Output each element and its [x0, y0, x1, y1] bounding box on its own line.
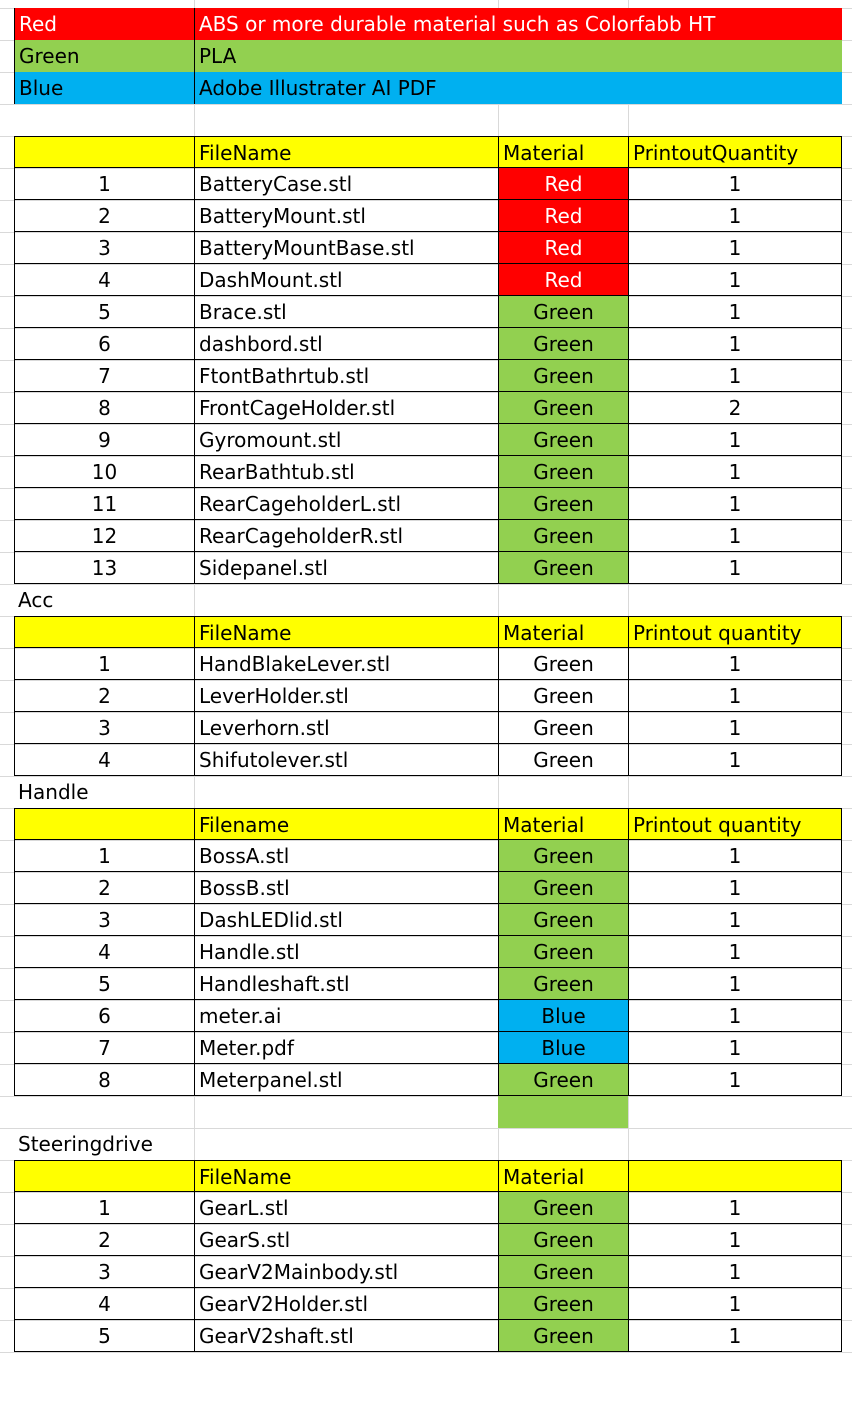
file-name[interactable]: HandBlakeLever.stl — [194, 648, 498, 680]
file-name[interactable]: RearBathtub.stl — [194, 456, 498, 488]
table-row — [0, 648, 852, 681]
table-row — [0, 968, 852, 1001]
row-number[interactable]: 9 — [14, 424, 194, 456]
table-row — [0, 520, 852, 553]
row-number[interactable]: 8 — [14, 1064, 194, 1096]
quantity-cell[interactable]: 1 — [628, 840, 842, 872]
material-cell[interactable]: Red — [498, 232, 628, 264]
table-2-trailing-row — [0, 1096, 852, 1129]
legend-empty-cell[interactable] — [498, 72, 628, 104]
quantity-cell[interactable]: 1 — [628, 424, 842, 456]
legend-color-name[interactable]: Blue — [14, 72, 194, 104]
material-cell[interactable]: Green — [498, 360, 628, 392]
table-row — [0, 552, 852, 585]
material-cell[interactable]: Green — [498, 1224, 628, 1256]
file-name[interactable]: GearV2shaft.stl — [194, 1320, 498, 1352]
quantity-cell[interactable]: 1 — [628, 1288, 842, 1320]
quantity-cell[interactable]: 1 — [628, 456, 842, 488]
row-number[interactable]: 1 — [14, 1192, 194, 1224]
quantity-cell[interactable]: 1 — [628, 1000, 842, 1032]
material-cell[interactable]: Red — [498, 264, 628, 296]
quantity-cell[interactable]: 1 — [628, 968, 842, 1000]
table-row — [0, 392, 852, 425]
table-row — [0, 872, 852, 905]
material-cell[interactable]: Green — [498, 680, 628, 712]
material-cell[interactable]: Green — [498, 296, 628, 328]
row-number[interactable]: 1 — [14, 168, 194, 200]
table-row — [0, 232, 852, 265]
quantity-cell[interactable]: 1 — [628, 264, 842, 296]
quantity-cell[interactable]: 1 — [628, 1064, 842, 1096]
table-row — [0, 1320, 852, 1353]
material-cell[interactable]: Green — [498, 936, 628, 968]
row-number[interactable]: 13 — [14, 552, 194, 584]
file-name[interactable]: LeverHolder.stl — [194, 680, 498, 712]
row-number[interactable]: 2 — [14, 1224, 194, 1256]
legend-description[interactable]: Adobe Illustrater AI PDF — [194, 72, 498, 104]
header-cell[interactable] — [14, 136, 194, 168]
material-cell[interactable]: Green — [498, 872, 628, 904]
material-cell[interactable]: Green — [498, 712, 628, 744]
material-cell[interactable]: Green — [498, 392, 628, 424]
material-cell[interactable]: Green — [498, 840, 628, 872]
table-row — [0, 936, 852, 969]
row-number[interactable]: 1 — [14, 840, 194, 872]
quantity-cell[interactable]: 1 — [628, 296, 842, 328]
material-cell[interactable]: Green — [498, 1320, 628, 1352]
file-name[interactable]: Leverhorn.stl — [194, 712, 498, 744]
row-number[interactable]: 6 — [14, 1000, 194, 1032]
legend-color-name[interactable]: Red — [14, 8, 194, 40]
file-name[interactable]: Handle.stl — [194, 936, 498, 968]
legend-empty-cell[interactable] — [628, 72, 842, 104]
file-name[interactable]: GearV2Mainbody.stl — [194, 1256, 498, 1288]
file-name[interactable]: BossA.stl — [194, 840, 498, 872]
header-cell[interactable]: FileName — [194, 1160, 498, 1192]
material-cell[interactable]: Green — [498, 424, 628, 456]
file-name[interactable]: BatteryMount.stl — [194, 200, 498, 232]
row-number[interactable]: 3 — [14, 904, 194, 936]
legend-row-green — [0, 40, 852, 73]
table-row — [0, 1288, 852, 1321]
row-number[interactable]: 1 — [14, 648, 194, 680]
table-row — [0, 424, 852, 457]
file-name[interactable]: Meterpanel.stl — [194, 1064, 498, 1096]
legend-description[interactable]: PLA — [194, 40, 498, 72]
section-title[interactable]: Handle — [18, 780, 89, 804]
material-cell[interactable]: Blue — [498, 1032, 628, 1064]
section-title[interactable]: Acc — [18, 588, 54, 612]
quantity-cell[interactable]: 1 — [628, 680, 842, 712]
table-row — [0, 168, 852, 201]
file-name[interactable]: FrontCageHolder.stl — [194, 392, 498, 424]
material-cell[interactable]: Green — [498, 488, 628, 520]
row-number[interactable]: 8 — [14, 392, 194, 424]
file-name[interactable]: RearCageholderR.stl — [194, 520, 498, 552]
file-name[interactable]: Shifutolever.stl — [194, 744, 498, 776]
file-name[interactable]: Sidepanel.stl — [194, 552, 498, 584]
quantity-cell[interactable]: 2 — [628, 392, 842, 424]
table-row — [0, 296, 852, 329]
quantity-cell[interactable]: 1 — [628, 552, 842, 584]
quantity-cell[interactable]: 1 — [628, 232, 842, 264]
table-1-title-row — [0, 584, 852, 617]
file-name[interactable]: dashbord.stl — [194, 328, 498, 360]
row-number[interactable]: 5 — [14, 296, 194, 328]
file-name[interactable]: Meter.pdf — [194, 1032, 498, 1064]
table-3-title-row — [0, 1128, 852, 1161]
header-cell[interactable]: PrintoutQuantity — [628, 136, 842, 168]
header-cell[interactable] — [628, 1160, 842, 1192]
header-cell[interactable] — [14, 616, 194, 648]
header-cell[interactable]: Material — [498, 136, 628, 168]
material-cell[interactable]: Green — [498, 328, 628, 360]
material-cell[interactable]: Red — [498, 168, 628, 200]
row-number[interactable]: 3 — [14, 1256, 194, 1288]
table-0-header-row — [0, 136, 852, 169]
file-name[interactable]: FtontBathrtub.stl — [194, 360, 498, 392]
table-row — [0, 264, 852, 297]
legend-row-blue — [0, 72, 852, 105]
file-name[interactable]: DashLEDlid.stl — [194, 904, 498, 936]
row-number[interactable]: 5 — [14, 1320, 194, 1352]
table-row — [0, 1192, 852, 1225]
quantity-cell[interactable]: 1 — [628, 904, 842, 936]
quantity-cell[interactable]: 1 — [628, 1320, 842, 1352]
legend-empty-cell[interactable] — [498, 40, 628, 72]
row-number[interactable]: 2 — [14, 680, 194, 712]
row-number[interactable]: 2 — [14, 200, 194, 232]
material-fill-cell[interactable] — [498, 1096, 628, 1128]
material-cell[interactable]: Green — [498, 552, 628, 584]
quantity-cell[interactable]: 1 — [628, 1032, 842, 1064]
table-row — [0, 1224, 852, 1257]
header-cell[interactable]: Filename — [194, 808, 498, 840]
table-row — [0, 1256, 852, 1289]
quantity-cell[interactable]: 1 — [628, 744, 842, 776]
file-name[interactable]: DashMount.stl — [194, 264, 498, 296]
file-name[interactable]: BatteryCase.stl — [194, 168, 498, 200]
table-row — [0, 680, 852, 713]
quantity-cell[interactable]: 1 — [628, 1192, 842, 1224]
file-name[interactable]: meter.ai — [194, 1000, 498, 1032]
table-row — [0, 488, 852, 521]
row-number[interactable]: 6 — [14, 328, 194, 360]
file-name[interactable]: Handleshaft.stl — [194, 968, 498, 1000]
table-2-title-row — [0, 776, 852, 809]
row-number[interactable]: 11 — [14, 488, 194, 520]
file-name[interactable]: Brace.stl — [194, 296, 498, 328]
row-number[interactable]: 4 — [14, 264, 194, 296]
material-cell[interactable]: Green — [498, 456, 628, 488]
material-cell[interactable]: Red — [498, 200, 628, 232]
table-row — [0, 328, 852, 361]
file-name[interactable]: GearS.stl — [194, 1224, 498, 1256]
material-cell[interactable]: Green — [498, 648, 628, 680]
row-number[interactable]: 4 — [14, 936, 194, 968]
material-cell[interactable]: Green — [498, 1256, 628, 1288]
table-row — [0, 456, 852, 489]
header-cell[interactable] — [14, 1160, 194, 1192]
material-cell[interactable]: Green — [498, 520, 628, 552]
table-row — [0, 712, 852, 745]
header-cell[interactable]: Material — [498, 616, 628, 648]
quantity-cell[interactable]: 1 — [628, 488, 842, 520]
header-cell[interactable]: FileName — [194, 616, 498, 648]
quantity-cell[interactable]: 1 — [628, 520, 842, 552]
table-2-header-row — [0, 808, 852, 841]
file-name[interactable]: RearCageholderL.stl — [194, 488, 498, 520]
legend-color-name[interactable]: Green — [14, 40, 194, 72]
row-number[interactable]: 3 — [14, 232, 194, 264]
quantity-cell[interactable]: 1 — [628, 1256, 842, 1288]
header-cell[interactable]: Material — [498, 1160, 628, 1192]
header-cell[interactable]: Material — [498, 808, 628, 840]
quantity-cell[interactable]: 1 — [628, 648, 842, 680]
legend-empty-cell[interactable] — [628, 40, 842, 72]
legend-description[interactable]: ABS or more durable material such as Colorfabb HT — [194, 8, 842, 40]
quantity-cell[interactable]: 1 — [628, 872, 842, 904]
quantity-cell[interactable]: 1 — [628, 328, 842, 360]
file-name[interactable]: BatteryMountBase.stl — [194, 232, 498, 264]
row-number[interactable]: 10 — [14, 456, 194, 488]
table-row — [0, 744, 852, 777]
file-name[interactable]: BossB.stl — [194, 872, 498, 904]
material-cell[interactable]: Green — [498, 1064, 628, 1096]
row-number[interactable]: 2 — [14, 872, 194, 904]
table-row — [0, 1032, 852, 1065]
table-3-header-row — [0, 1160, 852, 1193]
table-row — [0, 1000, 852, 1033]
material-cell[interactable]: Green — [498, 968, 628, 1000]
table-row — [0, 360, 852, 393]
row-number[interactable]: 12 — [14, 520, 194, 552]
material-cell[interactable]: Green — [498, 1288, 628, 1320]
table-0-title-row — [0, 104, 852, 137]
table-row — [0, 1064, 852, 1097]
material-cell[interactable]: Green — [498, 744, 628, 776]
material-cell[interactable]: Green — [498, 1192, 628, 1224]
row-number[interactable]: 3 — [14, 712, 194, 744]
material-cell[interactable]: Green — [498, 904, 628, 936]
header-cell[interactable] — [14, 808, 194, 840]
file-name[interactable]: Gyromount.stl — [194, 424, 498, 456]
section-title[interactable]: Steeringdrive — [18, 1132, 153, 1156]
quantity-cell[interactable]: 1 — [628, 360, 842, 392]
row-number[interactable]: 4 — [14, 1288, 194, 1320]
quantity-cell[interactable]: 1 — [628, 200, 842, 232]
table-row — [0, 840, 852, 873]
header-cell[interactable]: FileName — [194, 136, 498, 168]
quantity-cell[interactable]: 1 — [628, 168, 842, 200]
row-number[interactable]: 7 — [14, 1032, 194, 1064]
legend-row-red — [0, 8, 852, 41]
quantity-cell[interactable]: 1 — [628, 712, 842, 744]
table-1-header-row — [0, 616, 852, 649]
quantity-cell[interactable]: 1 — [628, 936, 842, 968]
row-number[interactable]: 5 — [14, 968, 194, 1000]
header-cell[interactable]: Printout quantity — [628, 616, 842, 648]
table-row — [0, 200, 852, 233]
row-number[interactable]: 4 — [14, 744, 194, 776]
header-cell[interactable]: Printout quantity — [628, 808, 842, 840]
table-row — [0, 904, 852, 937]
material-cell[interactable]: Blue — [498, 1000, 628, 1032]
file-name[interactable]: GearV2Holder.stl — [194, 1288, 498, 1320]
quantity-cell[interactable]: 1 — [628, 1224, 842, 1256]
file-name[interactable]: GearL.stl — [194, 1192, 498, 1224]
row-number[interactable]: 7 — [14, 360, 194, 392]
